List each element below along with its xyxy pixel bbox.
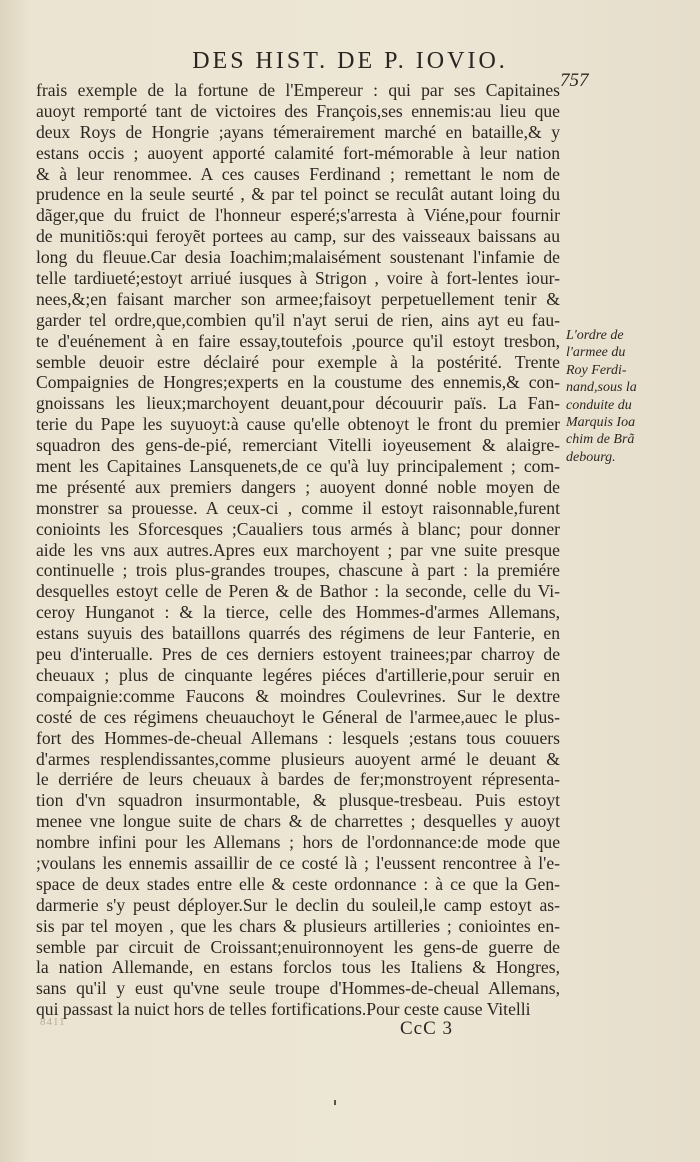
text-line: conioints les Sforcesques ;Caualiers tous armés à blanc; pour donner: [36, 518, 560, 539]
faint-handwritten-mark: 8411: [40, 1016, 66, 1028]
text-line: le derriére de leurs cheuaux à bardes de fer;monstroyent répresenta-: [36, 769, 560, 790]
signature-mark: CcC 3: [400, 1018, 454, 1039]
text-line: la nation Allemande, en estans forclos tous les Italiens & Hongres,: [36, 957, 560, 978]
text-line: d'armes resplendissantes,comme plusieurs auoyent armé le deuant &: [36, 748, 560, 769]
text-line: me présenté aux premiers dangers ; auoyent donné noble moyen de: [36, 476, 560, 497]
text-line: sis par tel moyen , que les chars & plusieurs artilleries ; coniointes en-: [36, 915, 560, 936]
text-line: estans suyuis des bataillons quarrés des régimens de leur Fanterie, en: [36, 623, 560, 644]
text-line: semble deuoir estre déclairé pour exemple à la postérité. Trente: [36, 351, 560, 372]
text-line: long du fleuue.Car desia Ioachim;malaisément soustenant l'infamie de: [36, 247, 560, 268]
page-number: 757: [560, 70, 589, 91]
marginal-note-line: chim de Brã: [566, 432, 635, 448]
text-line: & à leur renommee. A ces causes Ferdinand ; remettant le nom de: [36, 163, 560, 184]
text-line: garder tel ordre,que,combien qu'il n'ayt serui de rien, ains ayt eu fau-: [36, 309, 560, 330]
marginal-note-line: debourg.: [566, 449, 616, 465]
text-line: nees,&;en faisant marcher son armee;faisoyt perpetuellement tenir &: [36, 288, 560, 309]
marginal-note-line: nand,sous la: [566, 380, 637, 396]
marginal-note-line: l'armee du: [566, 345, 626, 361]
text-line: desquelles estoyt celle de Peren & de Bathor : la seconde, celle du Vi-: [36, 581, 560, 602]
marginal-note-line: conduite du: [566, 397, 632, 413]
text-line: auoyt remporté tant de victoires des François,ses ennemis:au lieu que: [36, 100, 560, 121]
text-line: semble par circuit de Croissant;enuironnoyent les gens-de guerre de: [36, 936, 560, 957]
text-line: cheuaux ; plus de cinquante legéres piéces d'artillerie,pour seruir en: [36, 664, 560, 685]
text-line: Compaignies de Hongres;experts en la coustume des ennemis,& con-: [36, 372, 560, 393]
text-line: qui passast la nuict hors de telles fortifications.Pour ceste cause Vitelli: [36, 999, 531, 1020]
marginal-note-line: Roy Ferdi-: [566, 362, 627, 378]
text-line: space de deux stades entre elle & ceste ordonnance : à ce que la Gen-: [36, 873, 560, 894]
marginal-note-line: Marquis Ioa: [566, 415, 636, 431]
text-line: de munitiõs:qui feroyẽt portees au camp, sur des vaisseaux baissans au: [36, 226, 560, 247]
text-line: gnoissans les lieux;marchoyent deuant,pour découurir païs. La Fan-: [36, 393, 560, 414]
text-line: dãger,que du fruict de l'honneur esperé;s'arresta à Viéne,pour fournir: [36, 205, 560, 226]
text-line: sans qu'il y eust qu'vne seule troupe d'Hommes-de-cheual Allemans,: [36, 978, 560, 999]
text-line: ;voulans les ennemis assaillir de ce costé là ; l'eussent rencontree à l'e-: [36, 852, 560, 873]
marginal-note: [566, 327, 684, 466]
main-text-block: [36, 80, 560, 1020]
text-line: continuelle ; trois plus-grandes troupes, chascune à part : la premiére: [36, 560, 560, 581]
text-line: darmerie s'y peust déployer.Sur le declin du souleil,le camp estoyt as-: [36, 894, 560, 915]
text-line: te d'euénement à en faire essay,toutefois ,pource qu'il estoyt tresbon,: [36, 330, 560, 351]
text-line: squadron des gens-de-pié, remerciant Vitelli ioyeusement & alaigre-: [36, 435, 560, 456]
marginal-note-line: L'ordre de: [566, 328, 624, 343]
text-line: prudence en la seule seurté , & par tel poinct se reculât autant loing du: [36, 184, 560, 205]
text-line: nombre infini pour les Allemans ; hors de l'ordonnance:de mode que: [36, 832, 560, 853]
text-line: deux Roys de Hongrie ;ayans témerairement marché en bataille,& y: [36, 121, 560, 142]
text-line: ment les Capitaines Lansquenets,de ce qu'à luy principalement ; com-: [36, 456, 560, 477]
text-line: peu d'interualle. Pres de ces derniers estoyent trainees;par charroy de: [36, 644, 560, 665]
text-line: terie du Pape les suyuoyt:à cause qu'elle obtenoyt le front du premier: [36, 414, 560, 435]
text-line: costé de ces régimens cheuauchoyt le Géneral de l'armee,auec le plus-: [36, 706, 560, 727]
text-line: ceroy Hunganot : & la tierce, celle des Hommes-d'armes Allemans,: [36, 602, 560, 623]
text-line: frais exemple de la fortune de l'Empereur : qui par ses Capitaines: [36, 80, 560, 100]
text-line: tion d'vn squadron insurmontable, & plusque-tresbeau. Puis estoyt: [36, 790, 560, 811]
text-line: monstrer sa prouesse. A ceux-ci , comme il estoyt raisonnable,furent: [36, 497, 560, 518]
running-title: DES HIST. DE P. IOVIO.: [192, 48, 508, 74]
text-line: estans occis ; auoyent apporté calamité fort-mémorable à leur nation: [36, 142, 560, 163]
text-line: menee vne longue suite de chars & de charrettes ; desquelles y auoyt: [36, 811, 560, 832]
text-line: compaignie:comme Faucons & moindres Coulevrines. Sur le dextre: [36, 685, 560, 706]
text-line: telle tardiueté;estoyt arriué iusques à Strigon , voire à fort-lentes iour-: [36, 268, 560, 289]
text-line: aide les vns aux autres.Apres eux marchoyent ; par vne suite presque: [36, 539, 560, 560]
ink-speck: [334, 1100, 336, 1105]
text-line: fort des Hommes-de-cheual Allemans : lesquels ;estans tous couuers: [36, 727, 560, 748]
